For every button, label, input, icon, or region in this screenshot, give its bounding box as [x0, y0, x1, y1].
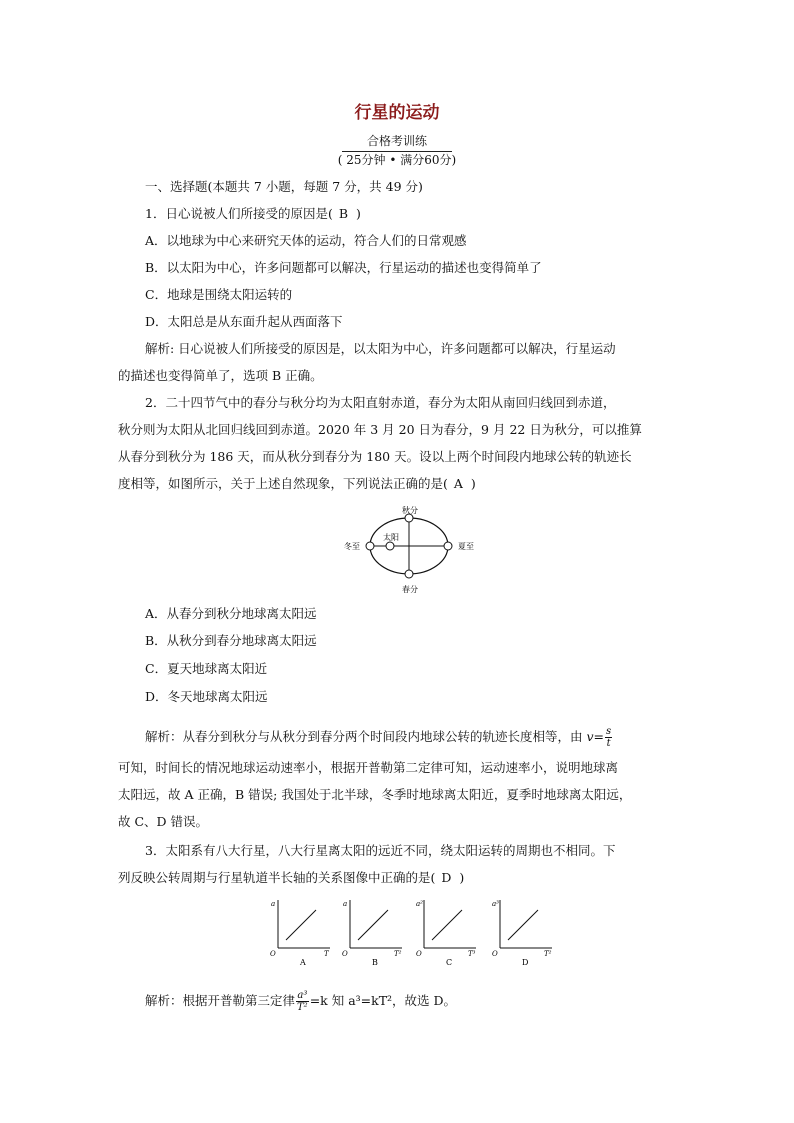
graph-b-origin: O	[342, 950, 348, 958]
sun-circle	[386, 542, 394, 550]
graph-a-line	[286, 910, 316, 940]
orbit-diagram	[340, 502, 490, 594]
formula-v: v=	[586, 729, 605, 744]
formula-a3: a³	[297, 990, 308, 1001]
earth-autumn	[405, 514, 413, 522]
q2-analysis-line2: 可知，时间长的情况地球运动速率小，根据开普勒第二定律可知，运动速率小，说明地球离	[118, 760, 619, 775]
formula-s: s	[606, 726, 612, 737]
q1-answer: B	[338, 206, 351, 221]
graph-c-line	[432, 910, 462, 940]
graph-a-origin: O	[270, 950, 276, 958]
q2-stem-text: 度相等，如图所示，关于上述自然现象，下列说法正确的是(	[118, 476, 448, 491]
q2-stem-line2: 秋分则为太阳从北回归线回到赤道。2020 年 3 月 20 日为春分，9 月 22 日为秋分，可以推算	[118, 422, 642, 437]
q1-stem	[145, 206, 361, 222]
graphs-figure	[262, 896, 562, 968]
graph-d-label: D	[522, 958, 529, 967]
graph-c-label: C	[446, 958, 453, 967]
graph-a-ylabel: a	[271, 900, 276, 908]
graph-a	[270, 900, 330, 967]
q3-analysis-text: 解析：根据开普勒第三定律	[145, 993, 296, 1008]
subtitle: 合格考训练	[342, 132, 452, 152]
earth-winter	[366, 542, 374, 550]
formula-t2: T²	[297, 1002, 308, 1013]
q1-close: )	[356, 206, 361, 221]
q2-option-b: B．从秋分到春分地球离太阳远	[145, 633, 317, 648]
q1-stem-text: 1．日心说被人们所接受的原因是(	[145, 206, 333, 221]
q2-option-c: C．夏天地球离太阳近	[145, 661, 268, 676]
graph-d-origin: O	[492, 950, 498, 958]
q1-option-b: B．以太阳为中心，许多问题都可以解决，行星运动的描述也变得简单了	[145, 260, 542, 275]
q2-analysis-line3: 太阳远，故 A 正确，B 错误; 我国处于北半球，冬季时地球离太阳近，夏季时地球离太阳远，	[118, 787, 632, 802]
q2-analysis-line1	[145, 726, 613, 749]
q1-analysis-line2: 的描述也变得简单了，选项 B 正确。	[118, 368, 323, 383]
label-sun: 太阳	[383, 533, 399, 542]
graph-d-xlabel: T²	[544, 950, 552, 958]
q3-analysis-rest: =k 知 a³=kT²，故选 D。	[309, 993, 457, 1008]
graph-a-xlabel: T	[324, 950, 329, 958]
graph-d-ylabel: a³	[492, 900, 499, 908]
formula-a3-over-t2	[296, 990, 309, 1013]
q3-answer: D	[441, 870, 454, 885]
time-note: ( 25分钟 • 满分60分)	[337, 153, 457, 167]
graph-b-line	[358, 910, 388, 940]
graph-d-line	[508, 910, 538, 940]
q2-stem-line1: 2．二十四节气中的春分与秋分均为太阳直射赤道，春分为太阳从南回归线回到赤道，	[145, 395, 616, 410]
q1-option-d: D．太阳总是从东面升起从西面落下	[145, 314, 343, 329]
q2-stem-line3: 从春分到秋分为 186 天，而从秋分到春分为 180 天。设以上两个时间段内地球公转的轨迹长	[118, 449, 632, 464]
graph-b-label: B	[372, 958, 378, 967]
q3-stem-line2	[118, 870, 464, 886]
section-heading: 一、选择题(本题共 7 小题，每题 7 分，共 49 分)	[145, 179, 423, 194]
page-title: 行星的运动	[354, 103, 440, 123]
graph-c-xlabel: T³	[468, 950, 476, 958]
q2-option-d: D．冬天地球离太阳远	[145, 689, 268, 704]
graph-b-xlabel: T²	[394, 950, 402, 958]
q2-analysis-text: 解析：从春分到秋分与从秋分到春分两个时间段内地球公转的轨迹长度相等，由	[145, 729, 583, 744]
q3-stem-line1: 3．太阳系有八大行星，八大行星离太阳的远近不同，绕太阳运转的周期也不相同。下	[145, 843, 616, 858]
graph-c	[416, 900, 476, 967]
formula-s-over-t	[605, 726, 612, 749]
q3-close: )	[459, 870, 465, 885]
earth-spring	[405, 570, 413, 578]
graph-b-ylabel: a	[343, 900, 348, 908]
graph-b	[342, 900, 402, 967]
q1-option-a: A．以地球为中心来研究天体的运动，符合人们的日常观感	[145, 233, 467, 248]
q1-analysis-line1: 解析: 日心说被人们所接受的原因是，以太阳为中心，许多问题都可以解决，行星运动	[145, 341, 616, 356]
q3-analysis	[145, 990, 456, 1013]
q3-stem-text: 列反映公转周期与行星轨道半长轴的关系图像中正确的是(	[118, 870, 436, 885]
label-autumn: 秋分	[402, 506, 418, 515]
label-winter: 冬至	[344, 542, 360, 551]
q2-stem-line4	[118, 476, 476, 492]
earth-summer	[444, 542, 452, 550]
label-summer: 夏至	[458, 542, 474, 551]
q2-analysis-line4: 故 C、D 错误。	[118, 814, 209, 829]
q2-answer: A	[453, 476, 465, 491]
graph-c-ylabel: a²	[416, 900, 423, 908]
formula-t: t	[606, 738, 611, 749]
q2-close: )	[470, 476, 476, 491]
q2-option-a: A．从春分到秋分地球离太阳远	[145, 606, 317, 621]
graph-a-label: A	[300, 958, 306, 967]
graph-d	[492, 900, 552, 967]
label-spring: 春分	[402, 585, 418, 594]
q1-option-c: C．地球是围绕太阳运转的	[145, 287, 293, 302]
graph-c-origin: O	[416, 950, 422, 958]
